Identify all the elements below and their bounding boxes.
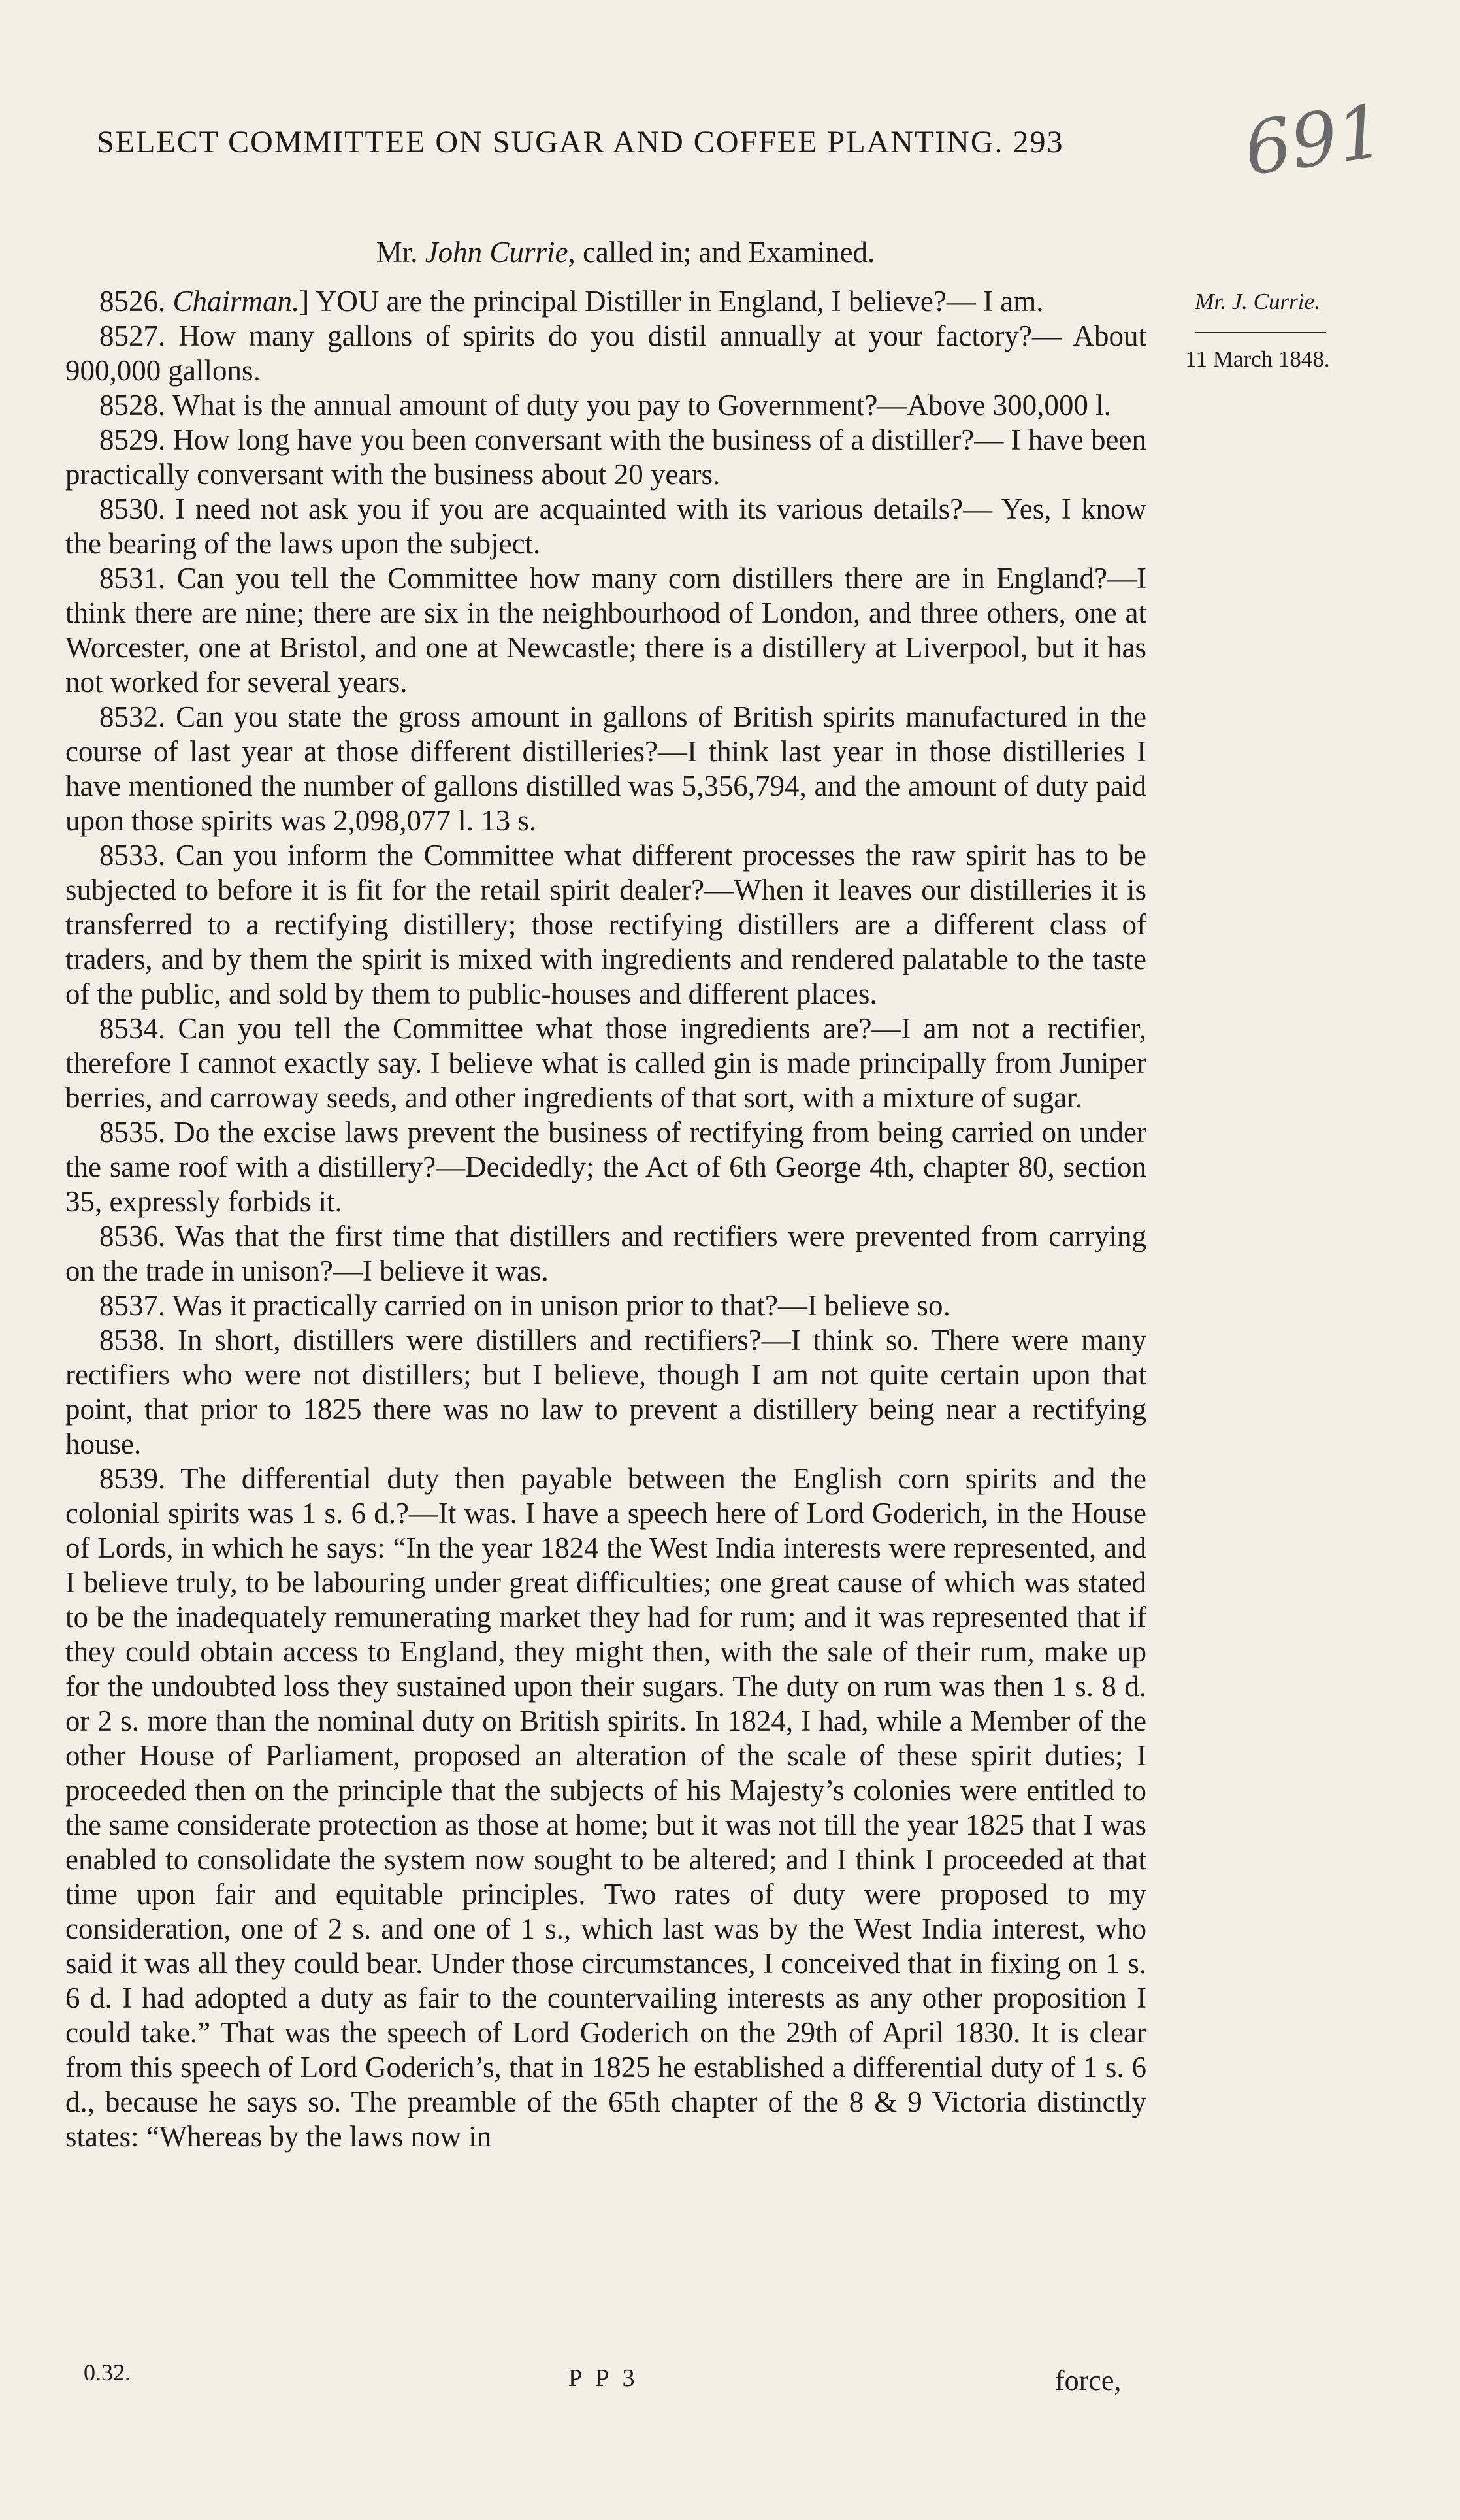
question-speaker: Chairman. xyxy=(172,285,300,318)
margin-date: 11 March 1848. xyxy=(1185,346,1330,372)
question-paragraph xyxy=(65,1323,1146,1462)
question-paragraph xyxy=(65,284,1146,319)
question-number: 8539. xyxy=(99,1462,181,1495)
question-text: Can you inform the Committee what different processes the raw spirit has to be subjected to before it is fit for the retail spirit dealer?—When it leaves our distilleries it is transferred to a rectifying distillery; those rectifying distillers are a different class of traders, and by them the spirit is mixed with ingredients and rendered palatable to the taste of the public, and sold by them to public-houses and different places. xyxy=(65,839,1147,1010)
question-number: 8530. xyxy=(99,493,176,525)
question-number: 8533. xyxy=(99,839,176,872)
question-paragraph xyxy=(65,1115,1146,1219)
question-paragraph xyxy=(65,1462,1146,2154)
intro-prefix: Mr. xyxy=(376,236,425,269)
question-number: 8531. xyxy=(99,562,177,595)
question-number: 8527. xyxy=(99,319,179,352)
question-paragraph xyxy=(65,319,1146,388)
question-text: Can you tell the Committee what those ingredients are?—I am not a rectifier, therefore I cannot exactly say. I believe what is called gin is made principally from Juniper berries, and carroway seeds, and other ingredients of that sort, with a mixture of sugar. xyxy=(65,1012,1146,1114)
question-paragraph xyxy=(65,1219,1146,1288)
question-text: Can you tell the Committee how many corn distillers there are in England?—I think there are nine; there are six in the neighbourhood of London, and three others, one at Worcester, one at Bristol, and one at Newcastle; there is a distillery at Liverpool, but it has not worked for several years. xyxy=(65,562,1147,698)
question-number: 8532. xyxy=(99,700,176,733)
question-text: I need not ask you if you are acquainted with its various details?— Yes, I know the bearing of the laws upon the subject. xyxy=(65,493,1147,560)
intro-suffix: , called in; and Examined. xyxy=(568,236,875,269)
question-text: Was it practically carried on in unison prior to that?—I believe so. xyxy=(172,1289,950,1322)
witness-intro xyxy=(65,235,1146,270)
question-number: 8537. xyxy=(99,1289,172,1322)
question-text: How many gallons of spirits do you distil annually at your factory?— About 900,000 gallons. xyxy=(65,319,1147,387)
question-text: In short, distillers were distillers and rectifiers?—I think so. There were many rectifiers who were not distillers; but I believe, though I am not quite certain upon that point, that prior to 1825 there was no law to prevent a distillery being near a rectifying house. xyxy=(65,1324,1147,1460)
handwritten-folio-number: 691 xyxy=(1239,88,1389,193)
testimony-body xyxy=(65,235,1146,2154)
question-text: How long have you been conversant with the business of a distiller?— I have been practically conversant with the business about 20 years. xyxy=(65,423,1147,491)
question-text: Do the excise laws prevent the business of rectifying from being carried on under the same roof with a distillery?—Decidedly; the Act of 6th George 4th, chapter 80, section 35, expressly forbids it. xyxy=(65,1116,1146,1218)
question-paragraph xyxy=(65,388,1146,423)
question-number: 8529. xyxy=(99,423,173,456)
question-number: 8528. xyxy=(99,389,172,421)
running-head: SELECT COMMITTEE ON SUGAR AND COFFEE PLANTING. 293 xyxy=(97,125,1064,159)
question-text: The differential duty then payable between the English corn spirits and the colonial spirits was 1 s. 6 d.?—It was. I have a speech here of Lord Goderich, in the House of Lords, in which he says: “In the year 1824 the West India interests were represented, and I believe truly, to be labouring under great difficulties; one great cause of which was stated to be the inadequately remunerating market they had for rum; and it was represented that if they could obtain access to England, they might then, with the sale of their rum, make up for the undoubted loss they sustained upon their sugars. The duty on rum was then 1 s. 8 d. or 2 s. more than the nominal duty on British spirits. In 1824, I had, while a Member of the other House of Parliament, proposed an alteration of the scale of these spirit duties; I proceeded then on the principle that the subjects of his Majesty’s colonies were entitled to the same considerate protection as those at home; but it was not till the year 1825 that I was enabled to consolidate the system now sought to be altered; and I think I proceeded at that time upon fair and equitable principles. Two rates of duty were proposed to my consideration, one of 2 s. and one of 1 s., which last was by the West India interest, who said it was all they could bear. Under those circumstances, I conceived that in fixing on 1 s. 6 d. I had adopted a duty as fair to the countervailing interests as any other proposition I could take.” That was the speech of Lord Goderich on the 29th of April 1830. It is clear from this speech of Lord Goderich’s, that in 1825 he established a differential duty of 1 s. 6 d., because he says so. The preamble of the 65th chapter of the 8 & 9 Victoria distinctly states: “Whereas by the laws now in xyxy=(65,1462,1146,2153)
margin-witness-name: Mr. J. Currie. xyxy=(1195,289,1320,314)
question-list xyxy=(65,284,1146,2154)
question-paragraph xyxy=(65,561,1146,700)
footer-catchword: force, xyxy=(1055,2365,1122,2397)
question-paragraph xyxy=(65,492,1146,561)
question-text: ] YOU are the principal Distiller in England, I believe?— I am. xyxy=(299,285,1044,318)
question-paragraph xyxy=(65,700,1146,838)
question-paragraph xyxy=(65,1288,1146,1323)
footer-signature: P P 3 xyxy=(568,2365,639,2392)
question-paragraph xyxy=(65,1011,1146,1115)
question-number: 8535. xyxy=(99,1116,174,1149)
question-text: Can you state the gross amount in gallons of British spirits manufactured in the course of last year at those different distilleries?—I think last year in those distilleries I have mentioned the number of gallons distilled was 5,356,794, and the amount of duty paid upon those spirits was 2,098,077 l. 13 s. xyxy=(65,700,1146,837)
question-number: 8526. xyxy=(99,285,173,318)
question-number: 8534. xyxy=(99,1012,178,1045)
question-text: What is the annual amount of duty you pay to Government?—Above 300,000 l. xyxy=(172,389,1111,421)
witness-name: John Currie xyxy=(425,236,568,269)
question-number: 8536. xyxy=(99,1220,175,1252)
footer-sheet-ref: 0.32. xyxy=(84,2359,131,2385)
question-text: Was that the first time that distillers and rectifiers were prevented from carrying on the trade in unison?—I believe it was. xyxy=(65,1220,1146,1287)
margin-divider xyxy=(1195,332,1326,333)
question-paragraph xyxy=(65,838,1146,1011)
question-number: 8538. xyxy=(99,1324,178,1356)
question-paragraph xyxy=(65,423,1146,492)
